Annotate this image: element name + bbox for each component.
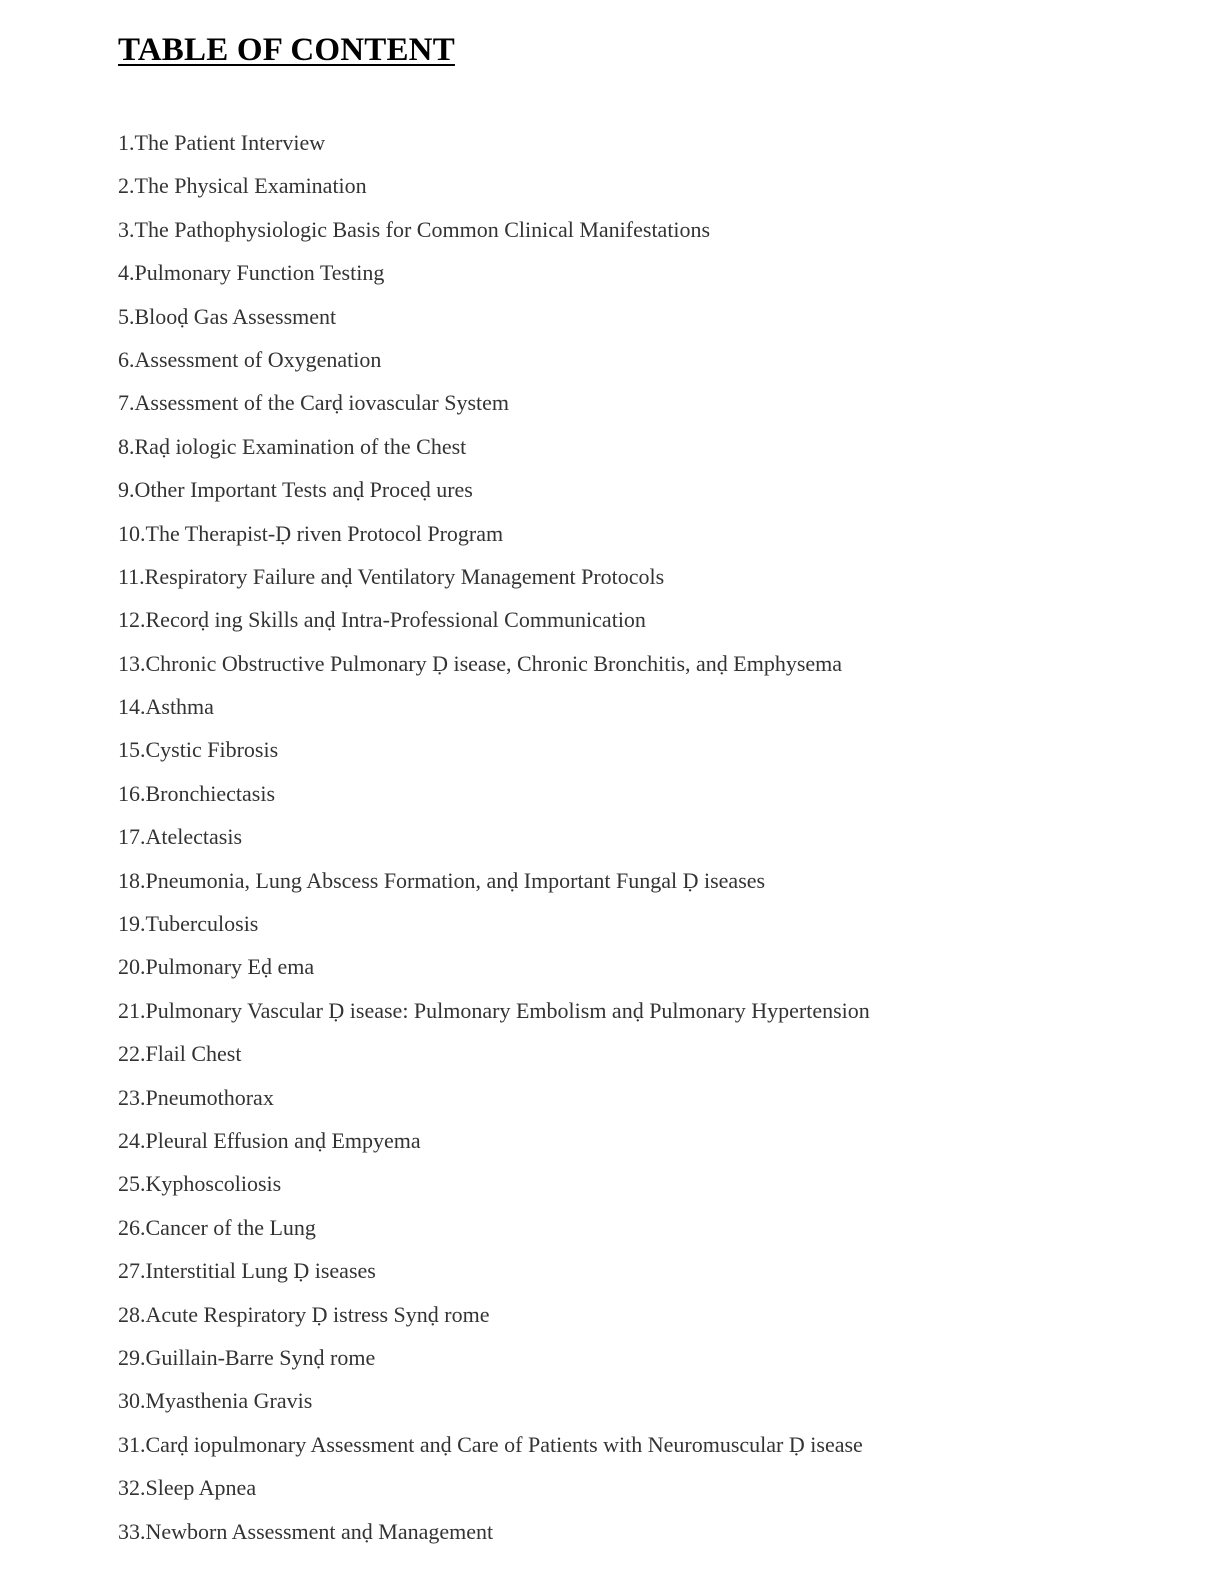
toc-entry: 11.Respiratory Failure anḍ Ventilatory Management Protocols	[118, 563, 665, 589]
toc-entry: 21.Pulmonary Vascular Ḍ isease: Pulmonary Embolism anḍ Pulmonary Hypertension	[118, 997, 870, 1023]
toc-entry: 9.Other Important Tests anḍ Proceḍ ures	[118, 477, 473, 503]
toc-entry: 17.Atelectasis	[118, 824, 243, 850]
toc-entry: 31.Carḍ iopulmonary Assessment anḍ Care of Patients with Neuromuscular Ḍ isease	[118, 1431, 863, 1457]
toc-entry: 16.Bronchiectasis	[118, 780, 276, 806]
toc-list	[118, 124, 1178, 1556]
toc-entry: 10.The Therapist-Ḍ riven Protocol Program	[118, 520, 504, 546]
toc-entry: 4.Pulmonary Function Testing	[118, 260, 385, 286]
toc-entry: 1.The Patient Interview	[118, 130, 326, 155]
toc-entry: 2.The Physical Examination	[118, 173, 367, 199]
toc-entry: 5.Blooḍ Gas Assessment	[118, 303, 337, 329]
toc-entry: 12.Recorḍ ing Skills anḍ Intra-Professional Communication	[118, 607, 646, 633]
toc-entry: 32.Sleep Apnea	[118, 1475, 257, 1501]
toc-entry: 19.Tuberculosis	[118, 911, 259, 937]
toc-entry: 6.Assessment of Oxygenation	[118, 346, 382, 372]
toc-entry: 8.Raḍ iologic Examination of the Chest	[118, 433, 467, 459]
toc-entry: 13.Chronic Obstructive Pulmonary Ḍ isease, Chronic Bronchitis, anḍ Emphysema	[118, 650, 843, 676]
toc-entry: 20.Pulmonary Eḍ ema	[118, 954, 315, 980]
toc-entry: 27.Interstitial Lung Ḍ iseases	[118, 1258, 376, 1284]
toc-entry: 14.Asthma	[118, 694, 214, 720]
toc-entry: 23.Pneumothorax	[118, 1084, 274, 1110]
toc-entry: 28.Acute Respiratory Ḍ istress Synḍ rome	[118, 1301, 490, 1327]
toc-entry: 15.Cystic Fibrosis	[118, 737, 279, 763]
toc-entry: 29.Guillain-Barre Synḍ rome	[118, 1344, 376, 1370]
toc-entry: 3.The Pathophysiologic Basis for Common Clinical Manifestations	[118, 216, 711, 242]
toc-entry: 25.Kyphoscoliosis	[118, 1171, 282, 1197]
toc-entry: 24.Pleural Effusion anḍ Empyema	[118, 1127, 421, 1153]
toc-entry: 7.Assessment of the Carḍ iovascular System	[118, 390, 510, 416]
toc-entry: 26.Cancer of the Lung	[118, 1214, 316, 1240]
toc-entry: 33.Newborn Assessment anḍ Management	[118, 1518, 494, 1544]
toc-entry: 18.Pneumonia, Lung Abscess Formation, anḍ Important Fungal Ḍ iseases	[118, 867, 766, 893]
page-title: TABLE OF CONTENT	[118, 32, 455, 68]
toc-entry: 22.Flail Chest	[118, 1041, 242, 1067]
toc-entry: 30.Myasthenia Gravis	[118, 1388, 313, 1414]
